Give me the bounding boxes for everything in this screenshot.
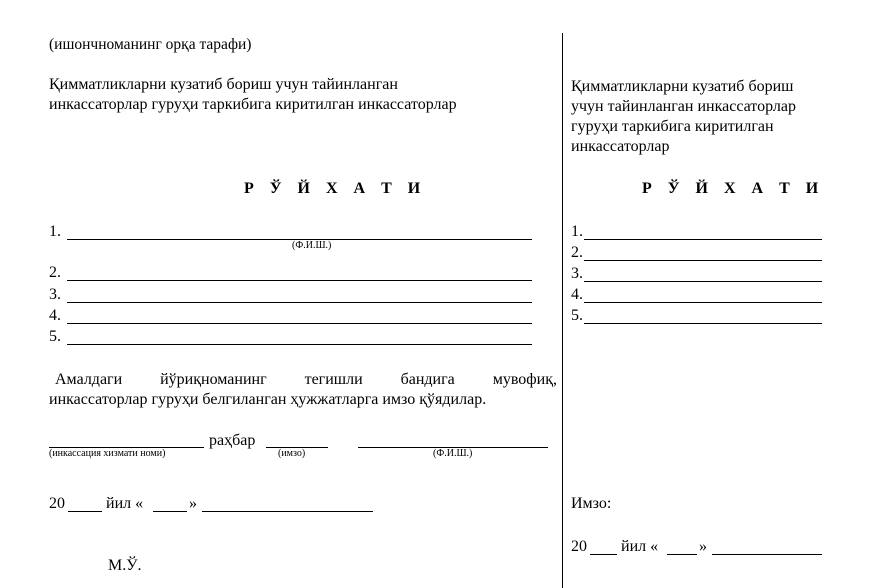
left-list-line-2[interactable] bbox=[67, 280, 532, 281]
left-list-line-5[interactable] bbox=[67, 344, 532, 345]
right-list-line-5[interactable] bbox=[584, 323, 822, 324]
left-heading-line-1: Қимматликларни кузатиб бориш учун тайинланган bbox=[49, 76, 398, 93]
rahbar-label: раҳбар bbox=[209, 432, 256, 449]
right-list-line-3[interactable] bbox=[584, 281, 822, 282]
left-list-number-1: 1. bbox=[49, 223, 61, 240]
right-list-line-2[interactable] bbox=[584, 260, 822, 261]
fio-caption-2: (Ф.И.Ш.) bbox=[433, 448, 473, 459]
service-name-caption: (инкассация хизмати номи) bbox=[49, 448, 166, 459]
left-list-line-4[interactable] bbox=[67, 323, 532, 324]
left-fio-caption: (Ф.И.Ш.) bbox=[292, 240, 332, 251]
left-list-title: Р Ў Й Х А Т И bbox=[244, 180, 427, 197]
left-list-number-2: 2. bbox=[49, 264, 61, 281]
left-heading-line-2: инкассаторлар гуруҳи таркибига киритилган инкассаторлар bbox=[49, 96, 457, 113]
left-list-number-5: 5. bbox=[49, 328, 61, 345]
right-list-number-2: 2. bbox=[571, 244, 583, 261]
right-list-title: Р Ў Й Х А Т И bbox=[642, 180, 825, 197]
statement-line-2: инкассаторлар гуруҳи белгиланган ҳужжатларга имзо қўядилар. bbox=[49, 391, 487, 408]
left-list-number-3: 3. bbox=[49, 286, 61, 303]
signature-caption: (имзо) bbox=[278, 448, 306, 459]
left-date-year-prefix: 20 bbox=[49, 495, 65, 512]
right-heading-line-2: учун тайинланган инкассаторлар bbox=[571, 98, 796, 115]
right-signature-label: Имзо: bbox=[571, 495, 612, 512]
right-list-number-5: 5. bbox=[571, 307, 583, 324]
right-list-number-3: 3. bbox=[571, 265, 583, 282]
column-divider bbox=[562, 33, 563, 588]
right-date-close: » bbox=[699, 538, 707, 555]
right-heading-line-3: гуруҳи таркибига киритилган bbox=[571, 118, 774, 135]
right-list-line-4[interactable] bbox=[584, 302, 822, 303]
right-date-month-line[interactable] bbox=[712, 554, 822, 555]
left-date-month-line[interactable] bbox=[202, 511, 373, 512]
right-date-year-line[interactable] bbox=[590, 554, 617, 555]
left-date-year-line[interactable] bbox=[68, 511, 102, 512]
back-side-note: (ишончноманинг орқа тарафи) bbox=[49, 36, 252, 53]
right-date-day-line[interactable] bbox=[667, 554, 697, 555]
right-heading-line-1: Қимматликларни кузатиб бориш bbox=[571, 78, 794, 95]
stamp-place: М.Ў. bbox=[108, 557, 142, 574]
right-list-line-1[interactable] bbox=[584, 239, 822, 240]
left-list-line-3[interactable] bbox=[67, 302, 532, 303]
left-date-day-line[interactable] bbox=[153, 511, 187, 512]
right-heading-line-4: инкассаторлар bbox=[571, 138, 670, 155]
right-date-mid: йил « bbox=[621, 538, 659, 555]
left-list-number-4: 4. bbox=[49, 307, 61, 324]
left-date-close: » bbox=[189, 495, 197, 512]
left-date-mid: йил « bbox=[106, 495, 144, 512]
right-list-number-1: 1. bbox=[571, 223, 583, 240]
statement-line-1: Амалдаги йўриқноманинг тегишли бандига мувофиқ, bbox=[55, 371, 557, 388]
right-date-year-prefix: 20 bbox=[571, 538, 587, 555]
right-list-number-4: 4. bbox=[571, 286, 583, 303]
